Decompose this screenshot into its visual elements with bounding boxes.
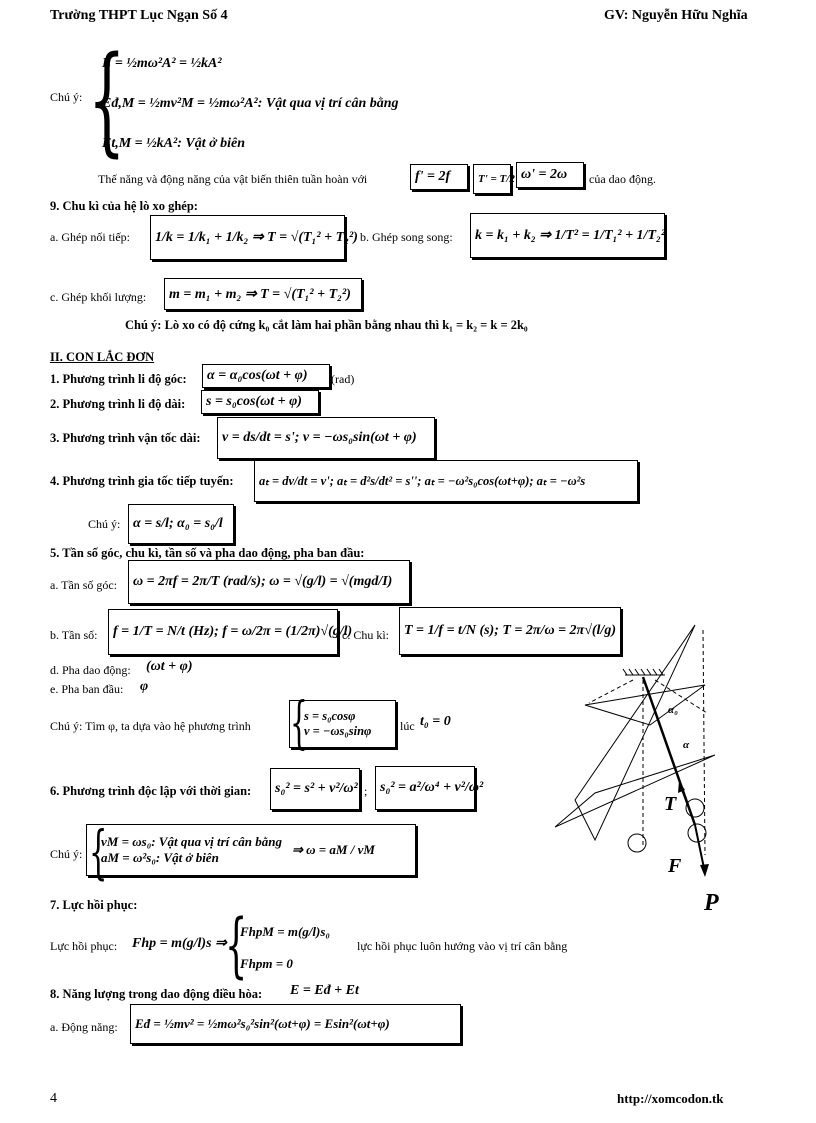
period-formula: T = 1/f = t/N (s); T = 2π/ω = 2π√(l/g) [399, 607, 621, 655]
period-half-box: T' = T/2 [473, 164, 511, 194]
spring-cut-note: Chú ý: Lò xo có độ cứng k₀ cắt làm hai phần bằng nhau thì k₁ = k₂ = k = 2k₀ [125, 318, 528, 332]
max-note-label: Chú ý: [50, 847, 83, 861]
phase-system-eq1: s = s₀cosφ [304, 709, 356, 723]
figure-dash-1 [703, 630, 705, 855]
max-note-eq2: aM = ω²s₀: Vật ở biên [101, 850, 219, 865]
figure-plane-3 [585, 685, 705, 725]
accel-eq-label: 4. Phương trình gia tốc tiếp tuyến: [50, 474, 234, 488]
series-label: a. Ghép nối tiếp: [50, 230, 130, 244]
parallel-formula: k = k₁ + k₂ ⇒ 1/T² = 1/T₁² + 1/T₂² [470, 213, 665, 258]
max-note-eq1: vM = ωs₀: Vật qua vị trí cân bằng [101, 834, 282, 849]
parallel-label: b. Ghép song song: [360, 230, 453, 244]
phase-formula: (ωt + φ) [146, 659, 193, 674]
phase-note-tail: lúc [400, 719, 415, 733]
spring-period-title: 9. Chu kì của hệ lò xo ghép: [50, 199, 198, 213]
angular-freq-formula: ω = 2πf = 2π/T (rad/s); ω = √(g/l) = √(mgd/I) [128, 560, 410, 604]
angle-note-label: Chú ý: [88, 517, 121, 531]
restoring-label: Lực hồi phục: [50, 939, 118, 953]
energy-eq-potential-max: Et,M = ½kA²: Vật ở biên [102, 136, 245, 151]
pendulum-title: II. CON LẮC ĐƠN [50, 350, 155, 364]
restoring-formula: Fhp = m(g/l)s ⇒ [132, 936, 227, 951]
angle-eq-unit: (rad) [331, 372, 355, 386]
velocity-eq-formula: v = ds/dt = s'; v = −ωs₀sin(ωt + φ) [217, 417, 435, 459]
independent-eq-sep: ; [364, 784, 368, 798]
figure-weight-arrow [700, 864, 709, 877]
figure-dash-3 [589, 680, 633, 703]
angle-note-formula: α = s/l; α₀ = s₀/l [128, 504, 234, 544]
independent-eq-label: 6. Phương trình độc lập với thời gian: [50, 784, 252, 798]
energy-period-text: Thế năng và động năng của vật biến thiên tuần hoàn với [98, 172, 368, 186]
energy-brace: { [88, 30, 126, 168]
restoring-max: FhpM = m(g/l)s₀ [240, 924, 330, 939]
mass-formula: m = m₁ + m₂ ⇒ T = √(T₁² + T₂²) [164, 278, 362, 310]
restoring-title: 7. Lực hồi phục: [50, 898, 138, 912]
period-label: c. Chu kì: [342, 628, 389, 642]
freq-double-box: f' = 2f [410, 164, 468, 190]
angle-eq-label: 1. Phương trình li độ góc: [50, 372, 187, 386]
footer-url[interactable]: http://xomcodon.tk [617, 1091, 724, 1106]
mass-label: c. Ghép khối lượng: [50, 290, 147, 304]
arc-eq-label: 2. Phương trình li độ dài: [50, 397, 186, 411]
header-teacher: GV: Nguyễn Hữu Nghĩa [604, 8, 748, 23]
max-note-equations [101, 834, 282, 866]
energy-section-label: 8. Năng lượng trong dao động điều hòa: [50, 987, 263, 1001]
energy-eq-total: E = ½mω²A² = ½kA² [102, 56, 222, 71]
figure-dash-4 [655, 680, 707, 713]
figure-alpha-label: α [683, 739, 690, 751]
initial-phase-label: e. Pha ban đầu: [50, 682, 124, 696]
series-formula: 1/k = 1/k₁ + 1/k₂ ⇒ T = √(T₁² + T₂²) [150, 215, 345, 260]
angular-freq-label: a. Tần số góc: [50, 578, 118, 592]
restoring-tail: lực hồi phục luôn hướng vào vị trí cân bằng [357, 939, 568, 953]
energy-section-formula: E = Eđ + Et [290, 983, 359, 998]
energy-eq-kinetic-max: Eđ,M = ½mv²M = ½mω²A²: Vật qua vị trí cân bằng [102, 96, 399, 111]
independent-eq-2: s₀² = a²/ω⁴ + v²/ω² [375, 766, 475, 810]
phase-system-brace: { [290, 691, 308, 756]
header-school: Trường THPT Lục Ngạn Số 4 [50, 8, 228, 23]
footer-page-number: 4 [50, 1091, 57, 1106]
energy-period-tail: của dao động. [589, 172, 656, 186]
figure-weight-label: P [704, 890, 719, 916]
figure-ceiling [623, 669, 665, 675]
figure-force-label: F [668, 855, 682, 877]
figure-alpha0-label: α₀ [668, 704, 678, 716]
phase-note-text: Chú ý: Tìm φ, ta dựa vào hệ phương trình [50, 719, 251, 733]
freq-section-title: 5. Tần số góc, chu kì, tần số và pha dao động, pha ban đầu: [50, 546, 365, 560]
omega-double-box: ω' = 2ω [516, 162, 584, 188]
phase-note-t0: t₀ = 0 [420, 714, 451, 729]
frequency-label: b. Tần số: [50, 628, 98, 642]
arc-eq-formula: s = s₀cos(ωt + φ) [201, 390, 319, 414]
frequency-formula: f = 1/T = N/t (Hz); f = ω/2π = (1/2π)√(g/l) [108, 609, 338, 655]
initial-phase-formula: φ [140, 679, 149, 694]
independent-eq-1: s₀² = s² + v²/ω² [270, 768, 360, 810]
restoring-min: Fhpm = 0 [240, 956, 293, 971]
kinetic-formula: Eđ = ½mv² = ½mω²s₀²sin²(ωt+φ) = Esin²(ωt+φ) [130, 1004, 461, 1044]
phase-system-eq2: v = −ωs₀sinφ [304, 724, 372, 738]
max-note-box [86, 818, 416, 886]
figure-plane-1 [575, 625, 695, 840]
figure-tension-label: T [664, 793, 677, 815]
accel-eq-formula: aₜ = dv/dt = v'; aₜ = d²s/dt² = s''; aₜ = −ω²s₀cos(ωt+φ); aₜ = −ω²s [254, 460, 638, 502]
restoring-brace: { [225, 904, 248, 986]
energy-note-label: Chú ý: [50, 90, 83, 104]
phase-label: d. Pha dao động: [50, 663, 131, 677]
pendulum-figure [555, 615, 715, 915]
max-note-result: ⇒ ω = aM / vM [291, 842, 375, 857]
kinetic-label: a. Động năng: [50, 1020, 118, 1034]
velocity-eq-label: 3. Phương trình vận tốc dài: [50, 431, 201, 445]
angle-eq-formula: α = α₀cos(ωt + φ) [202, 364, 330, 388]
max-note-brace: { [89, 818, 108, 886]
